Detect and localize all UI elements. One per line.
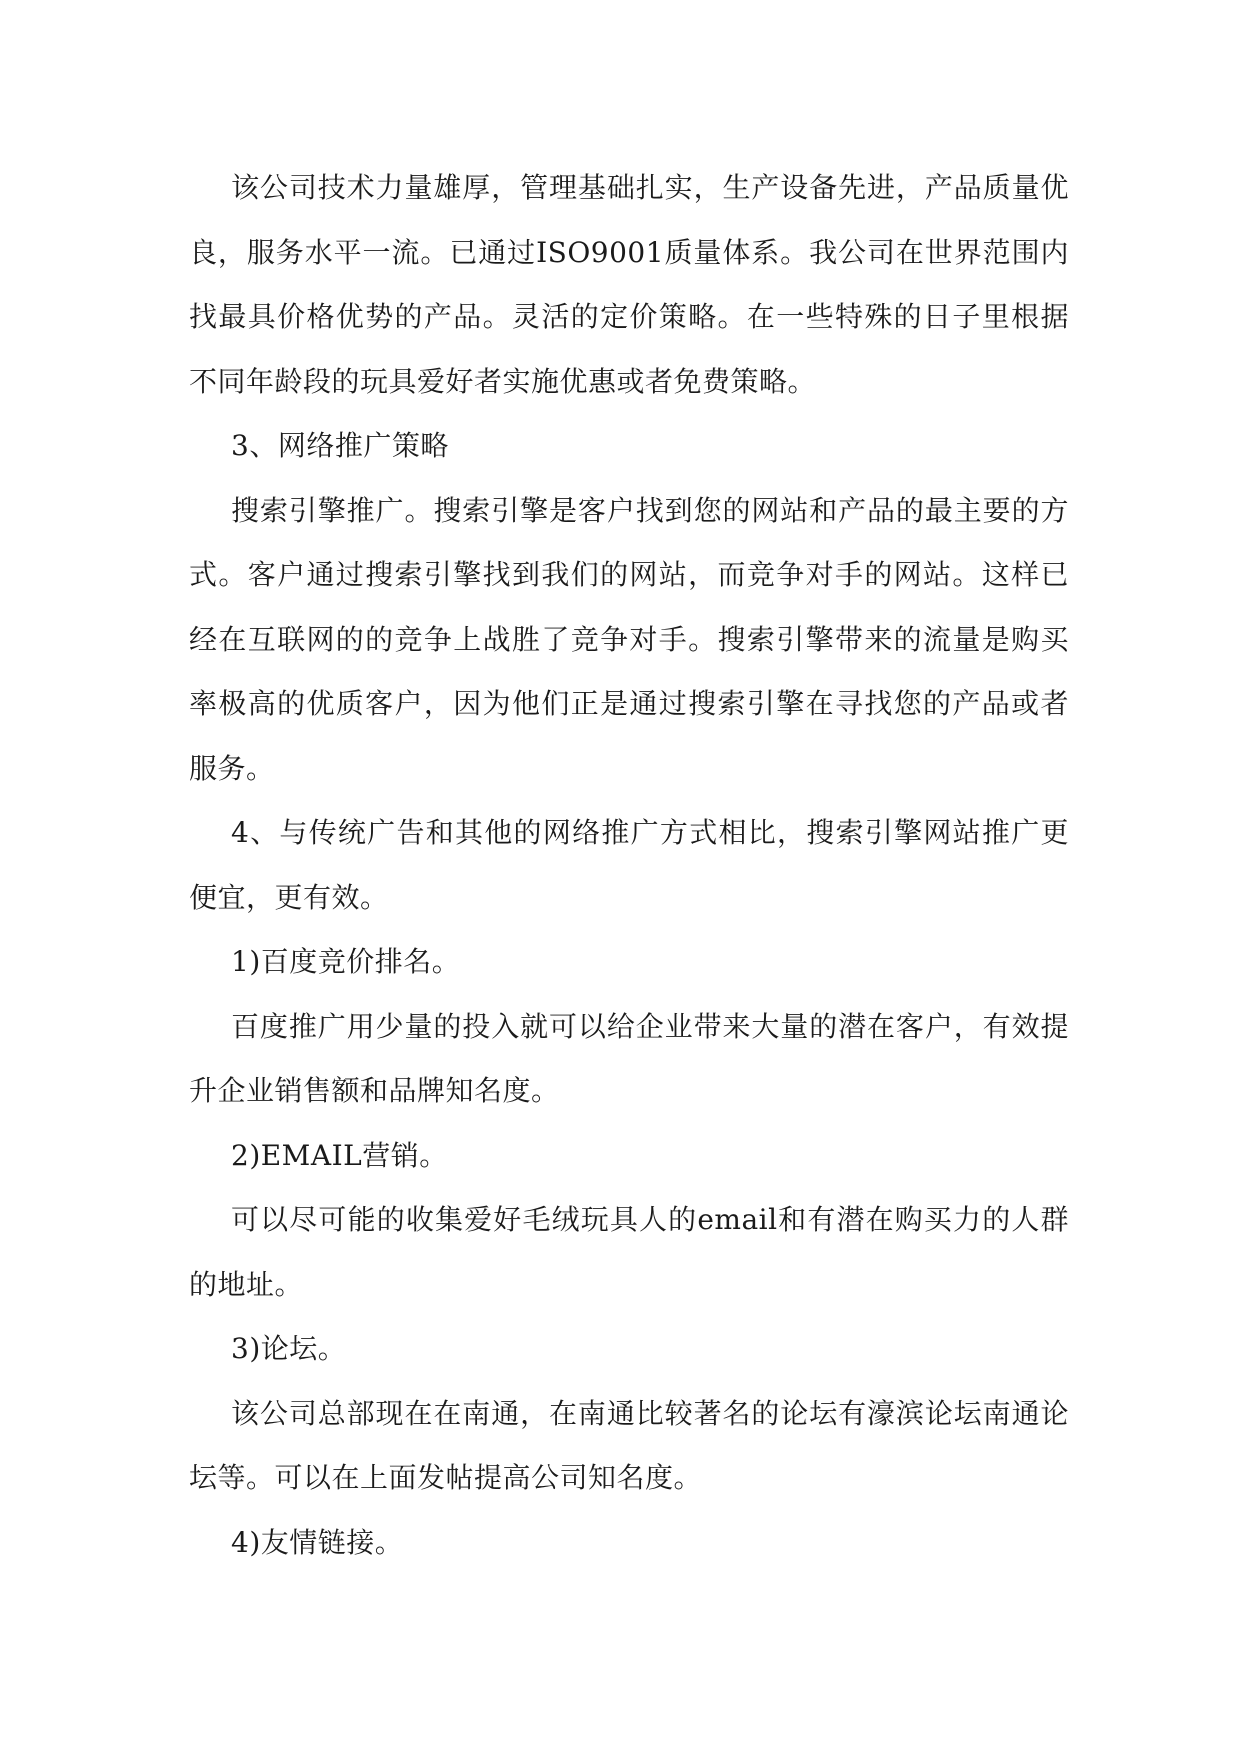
paragraph-forum: 该公司总部现在在南通，在南通比较著名的论坛有濠滨论坛南通论坛等。可以在上面发帖提高公司知名度。 bbox=[189, 1396, 1069, 1494]
paragraph-company-intro: 该公司技术力量雄厚，管理基础扎实，生产设备先进，产品质量优良，服务水平一流。已通过ISO9001质量体系。我公司在世界范围内找最具价格优势的产品。灵活的定价策略。在一些特殊的日子里根据不同年龄段的玩具爱好者实施优惠或者免费策略。 bbox=[189, 171, 1069, 398]
heading-email: 2)EMAIL营销。 bbox=[231, 1138, 448, 1172]
paragraph-comparison: 4、与传统广告和其他的网络推广方式相比，搜索引擎网站推广更便宜，更有效。 bbox=[189, 816, 1069, 914]
paragraph-email: 可以尽可能的收集爱好毛绒玩具人的email和有潜在购买力的人群的地址。 bbox=[189, 1203, 1069, 1301]
heading-baidu: 1)百度竞价排名。 bbox=[231, 945, 461, 978]
heading-forum: 3)论坛。 bbox=[231, 1332, 347, 1365]
document-body bbox=[189, 156, 1069, 1575]
heading-links: 4)友情链接。 bbox=[231, 1525, 404, 1559]
heading-network-promotion: 3、网络推广策略 bbox=[231, 429, 449, 462]
paragraph-search-engine: 搜索引擎推广。搜索引擎是客户找到您的网站和产品的最主要的方式。客户通过搜索引擎找到我们的网站，而竞争对手的网站。这样已经在互联网的的竞争上战胜了竞争对手。搜索引擎带来的流量是购买率极高的优质客户，因为他们正是通过搜索引擎在寻找您的产品或者服务。 bbox=[189, 493, 1069, 785]
paragraph-baidu: 百度推广用少量的投入就可以给企业带来大量的潜在客户，有效提升企业销售额和品牌知名度。 bbox=[189, 1009, 1069, 1107]
